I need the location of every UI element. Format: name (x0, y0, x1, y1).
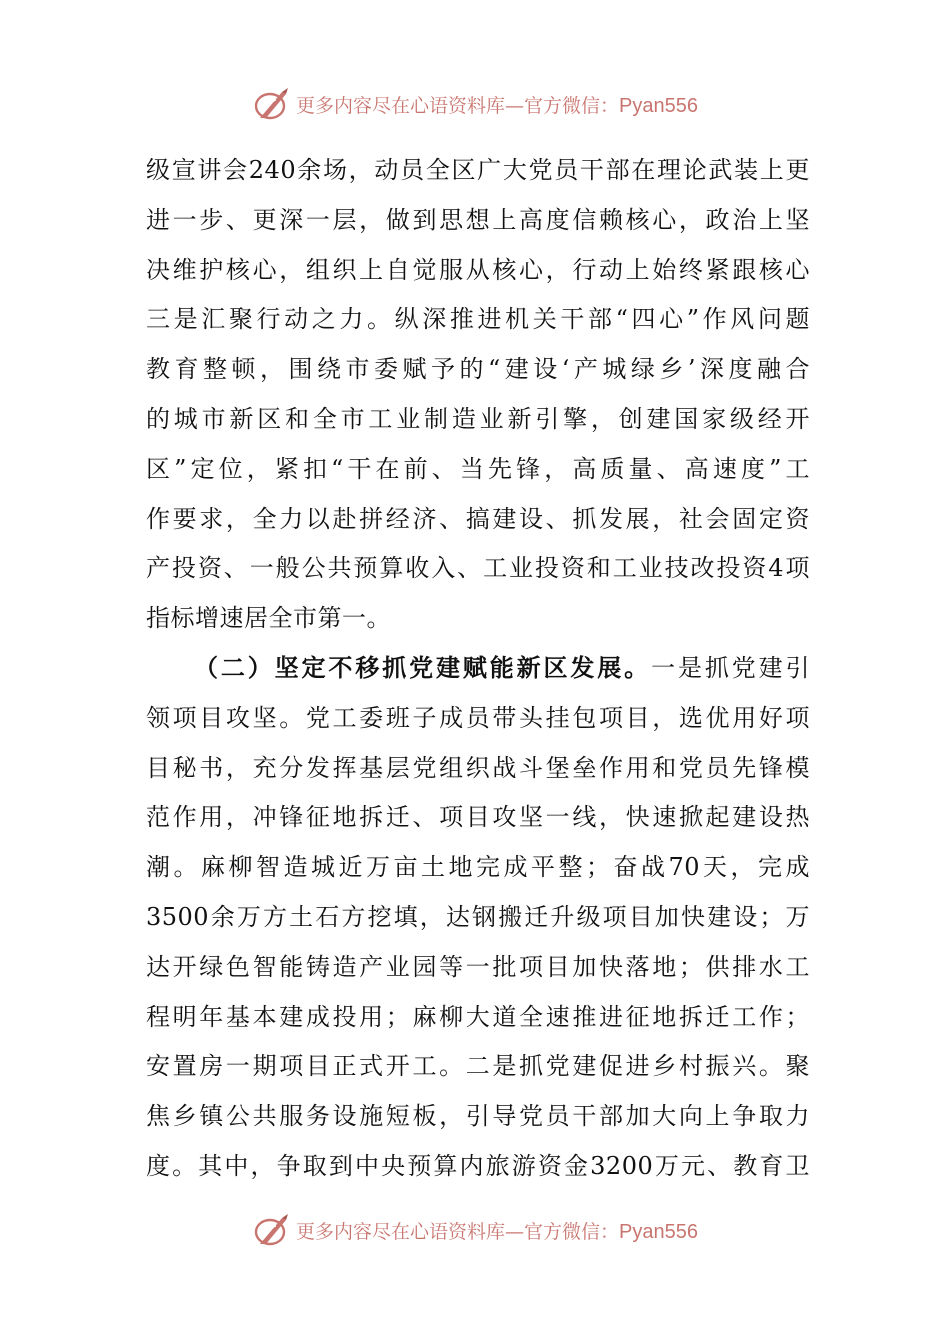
text-line: 进一步、更深一层，做到思想上高度信赖核心，政治上坚 (146, 205, 810, 234)
text-line: 3500余万方土石方挖填，达钢搬迁升级项目加快建设；万 (146, 902, 810, 931)
text-line: 三是汇聚行动之力。纵深推进机关干部“四心”作风问题 (146, 305, 810, 334)
text-line: 教育整顿，围绕市委赋予的“建设‘产城绿乡’深度融合 (146, 355, 810, 384)
watermark-text: 更多内容尽在心语资料库—官方微信：Pyan556 (296, 1220, 698, 1243)
text-line: 度。其中，争取到中央预算内旅游资金3200万元、教育卫 (146, 1151, 810, 1180)
text-line: 指标增速居全市第一。 (146, 604, 391, 633)
section-heading-line (146, 644, 810, 694)
watermark-text: 更多内容尽在心语资料库—官方微信：Pyan556 (296, 94, 698, 117)
text-line: 安置房一期项目正式开工。二是抓党建促进乡村振兴。聚 (146, 1052, 810, 1081)
text-line: 目秘书，充分发挥基层党组织战斗堡垒作用和党员先锋模 (146, 753, 810, 782)
text-line: 达开绿色智能铸造产业园等一批项目加快落地；供排水工 (146, 952, 810, 981)
footer-watermark-banner (0, 1208, 950, 1252)
section-heading-tail: 一是抓党建引 (651, 653, 811, 682)
text-line: 区”定位，紧扣“干在前、当先锋，高质量、高速度”工 (146, 454, 810, 483)
text-line: 焦乡镇公共服务设施短板，引导党员干部加大向上争取力 (146, 1102, 810, 1131)
header-watermark-banner (0, 82, 950, 126)
text-line: 作要求，全力以赴拼经济、搞建设、抓发展，社会固定资 (146, 504, 810, 533)
text-line: 范作用，冲锋征地拆迁、项目攻坚一线，快速掀起建设热 (146, 803, 810, 832)
document-body (146, 146, 810, 1192)
text-line: 产投资、一般公共预算收入、工业投资和工业技改投资4项 (146, 554, 810, 583)
pen-feather-logo-icon (252, 1210, 292, 1250)
text-line: 程明年基本建成投用；麻柳大道全速推进征地拆迁工作； (146, 1002, 810, 1031)
text-line: 级宣讲会240余场，动员全区广大党员干部在理论武装上更 (146, 156, 810, 184)
pen-feather-logo-icon (252, 84, 292, 124)
section-heading: （二）坚定不移抓党建赋能新区发展。 (194, 653, 652, 682)
text-line: 的城市新区和全市工业制造业新引擎，创建国家级经开 (146, 404, 810, 433)
text-line: 决维护核心，组织上自觉服从核心，行动上始终紧跟核心 (146, 255, 810, 284)
text-line: 领项目攻坚。党工委班子成员带头挂包项目，选优用好项 (146, 703, 810, 732)
text-line: 潮。麻柳智造城近万亩土地完成平整；奋战70天，完成 (146, 853, 810, 882)
